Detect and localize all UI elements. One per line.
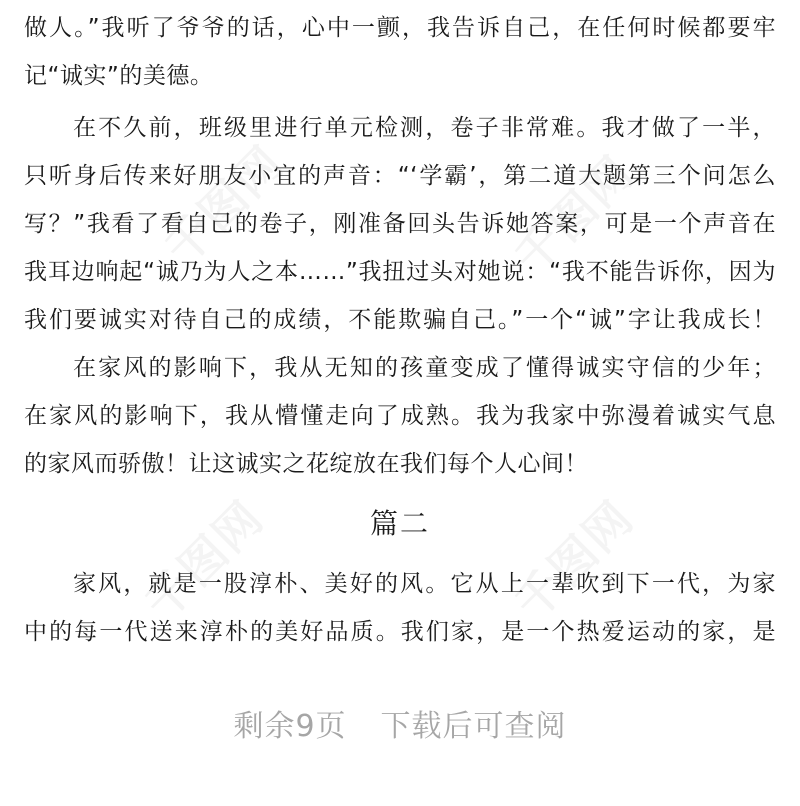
text-line: 我耳边响起“诚乃为人之本……”我扭过头对她说：“我不能告诉你，因为 [24, 259, 776, 285]
text-line: 的家风而骄傲！让这诚实之花绽放在我们每个人心间！ [24, 451, 588, 477]
watermark [148, 129, 296, 277]
text-line: 在家风的影响下，我从懵懂走向了成熟。我为我家中弥漫着诚实气息 [24, 403, 776, 429]
section-heading: 篇二 [369, 507, 430, 540]
remaining-pages-text: 剩余9页 [233, 709, 347, 744]
download-prompt[interactable] [0, 707, 800, 747]
text-line: 做人。”我听了爷爷的话，心中一颤，我告诉自己，在任何时候都要牢 [24, 15, 776, 41]
text-line: 记“诚实”的美德。 [24, 63, 214, 89]
text-line: 只听身后传来好朋友小宜的声音：“‘学霸’，第二道大题第三个问怎么 [24, 163, 776, 189]
text-line: 家风，就是一股淳朴、美好的风。它从上一辈吹到下一代，为家 [73, 571, 776, 597]
text-line: 中的每一代送来淳朴的美好品质。我们家，是一个热爱运动的家，是 [24, 619, 776, 645]
text-line: 在家风的影响下，我从无知的孩童变成了懂得诚实守信的少年； [73, 355, 776, 381]
text-line: 在不久前，班级里进行单元检测，卷子非常难。我才做了一半， [73, 115, 776, 141]
text-line: 我们要诚实对待自己的成绩，不能欺骗自己。”一个“诚”字让我成长！ [24, 307, 776, 333]
download-to-view-text: 下载后可查阅 [380, 709, 567, 744]
text-line: 写？”我看了看自己的卷子，刚准备回头告诉她答案，可是一个声音在 [24, 211, 776, 237]
